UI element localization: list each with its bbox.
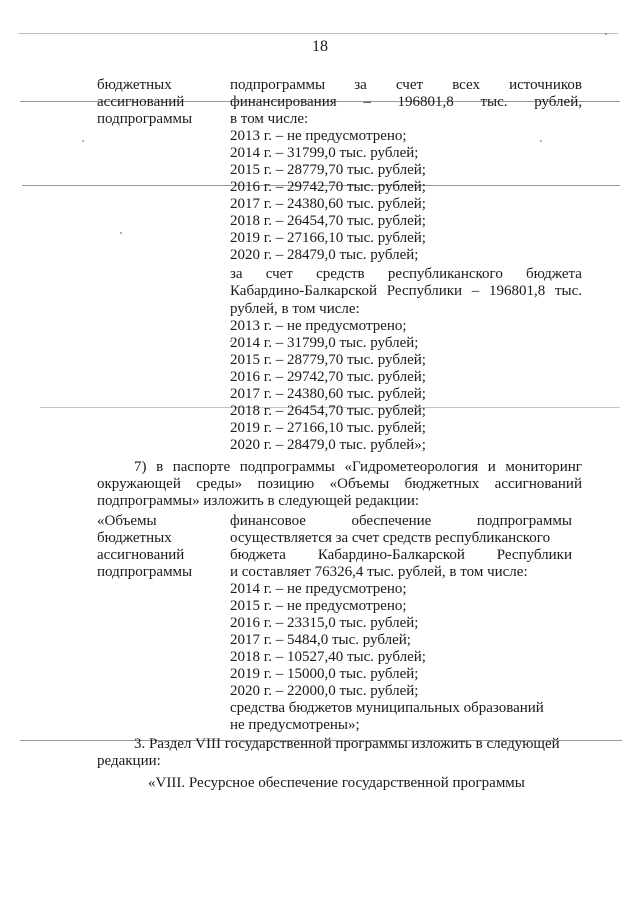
text-line: 2020 г. – 28479,0 тыс. рублей;	[230, 247, 419, 263]
text-line: 2020 г. – 28479,0 тыс. рублей»;	[230, 437, 426, 453]
word: обеспечение	[351, 513, 432, 529]
page-number: 18	[312, 38, 328, 55]
word: позицию	[257, 476, 315, 492]
text-line: 2014 г. – не предусмотрено;	[230, 581, 407, 597]
text-line: 2020 г. – 22000,0 тыс. рублей;	[230, 683, 419, 699]
scan-dot	[82, 140, 84, 142]
row-label: подпрограммы	[97, 564, 193, 580]
text-line: 2017 г. – 24380,60 тыс. рублей;	[230, 386, 426, 402]
word: счет	[395, 77, 424, 93]
row-label: ассигнований	[97, 547, 185, 563]
section-heading: «VIII. Ресурсное обеспечение государственной программы	[148, 775, 525, 791]
paragraph-line	[97, 476, 582, 493]
justified-line	[230, 547, 572, 564]
text-line: 2016 г. – 29742,70 тыс. рублей;	[230, 369, 426, 385]
word: всех	[452, 77, 480, 93]
word: паспорте	[172, 459, 231, 475]
paragraph-line: редакции:	[97, 753, 161, 769]
word: счет	[265, 266, 293, 282]
word: средств	[316, 266, 365, 282]
text-line: и составляет 76326,4 тыс. рублей, в том числе:	[230, 564, 528, 580]
word: и	[487, 459, 496, 475]
word: финансовое	[230, 513, 306, 529]
word: бюджета	[230, 547, 286, 563]
text-line: 2015 г. – 28779,70 тыс. рублей;	[230, 352, 426, 368]
text-line: рублей, в том числе:	[230, 301, 360, 317]
word: ассигнований	[494, 476, 582, 492]
text-line: 2013 г. – не предусмотрено;	[230, 318, 407, 334]
word: 7)	[134, 459, 147, 475]
word: рублей,	[534, 94, 582, 110]
word: «Объемы	[329, 476, 390, 492]
word: за	[354, 77, 367, 93]
row-label: «Объемы	[97, 513, 157, 529]
justified-line	[230, 266, 582, 283]
word: Республики	[496, 547, 572, 563]
word: подпрограммы	[239, 459, 335, 475]
text-line: 2019 г. – 27166,10 тыс. рублей;	[230, 230, 426, 246]
text-line: 2014 г. – 31799,0 тыс. рублей;	[230, 335, 419, 351]
text-line: не предусмотрены»;	[230, 717, 360, 733]
text-line: 2014 г. – 31799,0 тыс. рублей;	[230, 145, 419, 161]
text-line: 2017 г. – 5484,0 тыс. рублей;	[230, 632, 411, 648]
word: тыс.	[480, 94, 508, 110]
word: финансирования	[230, 94, 337, 110]
text-line: в том числе:	[230, 111, 309, 127]
justified-line	[230, 513, 572, 530]
justified-line	[230, 94, 582, 111]
word: среды»	[196, 476, 243, 492]
word: подпрограммы	[230, 77, 326, 93]
row-label: бюджетных	[97, 530, 172, 546]
word: 196801,8	[488, 283, 546, 299]
text-line: осуществляется за счет средств республиканского	[230, 530, 551, 546]
text-line: 2018 г. – 26454,70 тыс. рублей;	[230, 213, 426, 229]
paragraph-line: подпрограммы» изложить в следующей редакции:	[97, 493, 420, 509]
word: источников	[509, 77, 582, 93]
text-line: средства бюджетов муниципальных образований	[230, 700, 544, 716]
justified-line	[230, 77, 582, 94]
word: –	[363, 94, 371, 110]
row-label: бюджетных	[97, 77, 172, 93]
word: тыс.	[554, 283, 582, 299]
scan-dot	[540, 140, 542, 142]
word: подпрограммы	[476, 513, 572, 529]
word: Республики	[386, 283, 463, 299]
text-line: 2019 г. – 15000,0 тыс. рублей;	[230, 666, 419, 682]
word: окружающей	[97, 476, 181, 492]
word: мониторинг	[505, 459, 582, 475]
word: республиканского	[387, 266, 503, 282]
word: 196801,8	[397, 94, 454, 110]
row-label: подпрограммы	[97, 111, 193, 127]
text-line: 2015 г. – не предусмотрено;	[230, 598, 407, 614]
scan-dot	[605, 33, 607, 35]
word: Кабардино-Балкарской	[230, 283, 378, 299]
text-line: 2016 г. – 23315,0 тыс. рублей;	[230, 615, 419, 631]
word: в	[156, 459, 164, 475]
scan-line	[18, 33, 618, 34]
word: бюджета	[526, 266, 582, 282]
paragraph-line: 3. Раздел VIII государственной программы изложить в следующей	[134, 736, 560, 752]
text-line: 2013 г. – не предусмотрено;	[230, 128, 407, 144]
word: бюджетных	[404, 476, 480, 492]
word: за	[230, 266, 243, 282]
text-line: 2015 г. – 28779,70 тыс. рублей;	[230, 162, 426, 178]
word: «Гидрометеорология	[344, 459, 479, 475]
text-line: 2016 г. – 29742,70 тыс. рублей;	[230, 179, 426, 195]
word: Кабардино-Балкарской	[317, 547, 465, 563]
word: –	[471, 283, 480, 299]
scan-dot	[120, 232, 122, 234]
justified-line	[230, 283, 582, 300]
row-label: ассигнований	[97, 94, 185, 110]
paragraph-line	[134, 459, 582, 476]
text-line: 2018 г. – 26454,70 тыс. рублей;	[230, 403, 426, 419]
text-line: 2018 г. – 10527,40 тыс. рублей;	[230, 649, 426, 665]
text-line: 2017 г. – 24380,60 тыс. рублей;	[230, 196, 426, 212]
text-line: 2019 г. – 27166,10 тыс. рублей;	[230, 420, 426, 436]
